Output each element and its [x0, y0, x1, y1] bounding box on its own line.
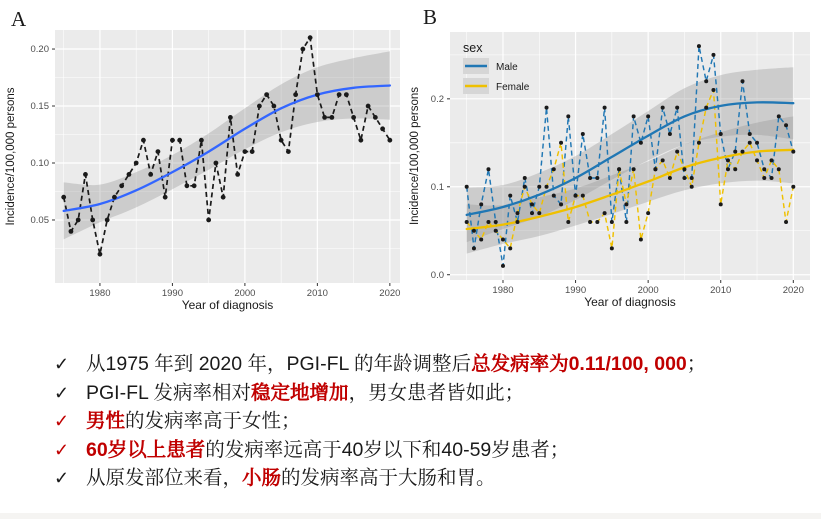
data-point	[494, 229, 498, 233]
data-point	[770, 158, 774, 162]
y-tick-label: 0.0	[430, 269, 444, 281]
data-point	[119, 183, 124, 188]
data-point	[552, 194, 556, 198]
data-point	[264, 92, 269, 97]
data-point	[661, 106, 665, 110]
bullet-text	[86, 379, 794, 408]
data-point	[235, 172, 240, 177]
plain-text: PGI-FL 发病率相对	[86, 381, 252, 404]
plain-text: 的发病率高于女性；	[125, 410, 301, 432]
bullet-item	[54, 379, 794, 408]
panel-a-label: A	[11, 7, 27, 31]
data-point	[537, 185, 541, 189]
data-point	[733, 167, 737, 171]
data-point	[486, 167, 490, 171]
legend-entry-label: Female	[496, 82, 530, 93]
y-axis-title: Incidence/100,000 persons	[5, 87, 17, 226]
x-tick-label: 2000	[637, 285, 659, 296]
data-point	[192, 183, 197, 188]
data-point	[624, 220, 628, 224]
data-point	[472, 246, 476, 250]
plain-text: 从原发部位来看，	[86, 467, 243, 489]
data-point	[479, 238, 483, 242]
data-point	[300, 47, 305, 52]
data-point	[257, 104, 262, 109]
data-point	[552, 167, 556, 171]
data-point	[574, 194, 578, 198]
data-point	[516, 220, 520, 224]
data-point	[566, 220, 570, 224]
plain-text: 的发病率远高于40岁以下和40-59岁患者；	[205, 438, 570, 461]
data-point	[639, 141, 643, 145]
data-point	[366, 104, 371, 109]
x-axis-title: Year of diagnosis	[584, 295, 676, 309]
x-tick-label: 2020	[379, 288, 401, 299]
data-point	[530, 211, 534, 215]
data-point	[83, 172, 88, 177]
x-tick-label: 1980	[492, 285, 514, 296]
data-point	[784, 123, 788, 127]
plain-text: 从1975 年到 2020 年，PGI-FL 的年龄调整后	[86, 353, 472, 375]
data-point	[624, 202, 628, 206]
data-point	[733, 150, 737, 154]
highlighted-text: 男性	[86, 410, 126, 432]
check-icon: ✓	[54, 354, 70, 374]
y-tick-label: 0.2	[430, 94, 444, 106]
y-tick-label: 0.05	[30, 215, 49, 227]
data-point	[770, 176, 774, 180]
data-point	[315, 92, 320, 97]
data-point	[199, 138, 204, 143]
x-tick-label: 2010	[306, 288, 328, 299]
data-point	[486, 220, 490, 224]
data-point	[163, 195, 168, 200]
data-point	[762, 176, 766, 180]
data-point	[726, 158, 730, 162]
data-point	[545, 106, 549, 110]
data-point	[286, 149, 291, 154]
data-point	[494, 220, 498, 224]
data-point	[479, 202, 483, 206]
data-point	[610, 246, 614, 250]
bottom-divider	[0, 513, 821, 519]
x-tick-label: 2000	[234, 288, 256, 299]
data-point	[748, 141, 752, 145]
data-point	[279, 138, 284, 143]
data-point	[170, 138, 175, 143]
data-point	[661, 158, 665, 162]
data-point	[588, 176, 592, 180]
data-point	[762, 167, 766, 171]
check-icon: ✓	[54, 468, 70, 488]
data-point	[242, 149, 247, 154]
check-icon: ✓	[54, 439, 70, 460]
bullet-item	[54, 436, 794, 465]
data-point	[741, 79, 745, 83]
data-point	[293, 92, 298, 97]
data-point	[61, 195, 66, 200]
data-point	[711, 53, 715, 57]
data-point	[726, 167, 730, 171]
data-point	[523, 176, 527, 180]
data-point	[508, 246, 512, 250]
data-point	[185, 183, 190, 188]
data-point	[588, 220, 592, 224]
data-point	[559, 202, 563, 206]
incidence-chart-by-sex	[405, 0, 821, 315]
data-point	[690, 176, 694, 180]
data-point	[741, 150, 745, 154]
data-point	[675, 106, 679, 110]
data-point	[704, 106, 708, 110]
bullet-text	[86, 436, 794, 465]
highlighted-text: 稳定地增加	[251, 381, 349, 404]
data-point	[697, 141, 701, 145]
data-point	[112, 195, 117, 200]
data-point	[508, 194, 512, 198]
data-point	[141, 138, 146, 143]
data-point	[380, 126, 385, 131]
data-point	[617, 167, 621, 171]
data-point	[530, 202, 534, 206]
check-icon: ✓	[54, 382, 70, 403]
data-point	[90, 218, 95, 223]
data-point	[632, 114, 636, 118]
data-point	[214, 161, 219, 166]
data-point	[581, 132, 585, 136]
data-point	[784, 220, 788, 224]
data-point	[358, 138, 363, 143]
data-point	[69, 229, 74, 234]
data-point	[373, 115, 378, 120]
data-point	[675, 150, 679, 154]
data-point	[501, 238, 505, 242]
data-point	[537, 211, 541, 215]
legend-entry-label: Male	[496, 62, 518, 73]
summary-bullet-list	[54, 350, 794, 493]
data-point	[156, 149, 161, 154]
data-point	[337, 92, 342, 97]
data-point	[668, 176, 672, 180]
bullet-item	[54, 464, 794, 493]
legend-title: sex	[463, 41, 483, 55]
data-point	[595, 220, 599, 224]
x-tick-label: 1990	[161, 288, 183, 299]
data-point	[221, 195, 226, 200]
data-point	[472, 229, 476, 233]
data-point	[682, 176, 686, 180]
data-point	[632, 167, 636, 171]
data-point	[501, 264, 505, 268]
data-point	[719, 202, 723, 206]
data-point	[387, 138, 392, 143]
y-tick-label: 0.20	[30, 44, 49, 56]
data-point	[646, 211, 650, 215]
data-point	[523, 185, 527, 189]
panel-b-label: B	[423, 5, 438, 29]
plain-text: 的发病率高于大肠和胃。	[281, 467, 496, 489]
data-point	[791, 150, 795, 154]
data-point	[668, 132, 672, 136]
data-point	[228, 115, 233, 120]
data-point	[148, 172, 153, 177]
data-point	[595, 176, 599, 180]
bullet-text	[86, 407, 794, 436]
y-tick-label: 0.10	[30, 158, 49, 170]
data-point	[76, 218, 81, 223]
data-point	[250, 149, 255, 154]
data-point	[690, 185, 694, 189]
data-point	[206, 218, 211, 223]
data-point	[344, 92, 349, 97]
check-icon: ✓	[54, 411, 70, 431]
highlighted-text: 60岁以上患者	[86, 438, 206, 461]
data-point	[610, 220, 614, 224]
data-point	[653, 167, 657, 171]
data-point	[639, 238, 643, 242]
data-point	[134, 161, 139, 166]
data-point	[545, 185, 549, 189]
x-tick-label: 2020	[782, 285, 804, 296]
data-point	[704, 79, 708, 83]
data-point	[465, 185, 469, 189]
data-point	[791, 185, 795, 189]
bullet-text	[86, 350, 794, 379]
highlighted-text: 总发病率为0.11/100, 000	[471, 353, 687, 375]
data-point	[755, 158, 759, 162]
data-point	[516, 211, 520, 215]
data-point	[711, 88, 715, 92]
data-point	[777, 167, 781, 171]
incidence-chart-overall	[0, 0, 415, 315]
data-point	[351, 115, 356, 120]
y-tick-label: 0.15	[30, 101, 49, 113]
data-point	[127, 172, 132, 177]
data-point	[581, 194, 585, 198]
data-point	[566, 114, 570, 118]
highlighted-text: 小肠	[242, 467, 282, 489]
plain-text: ；	[686, 353, 707, 375]
x-tick-label: 2010	[710, 285, 732, 296]
plain-text: ，男女患者皆如此；	[348, 381, 525, 404]
data-point	[98, 252, 103, 257]
data-point	[748, 132, 752, 136]
data-point	[755, 141, 759, 145]
bullet-text	[86, 464, 794, 493]
data-point	[697, 44, 701, 48]
x-axis-title: Year of diagnosis	[181, 298, 274, 312]
data-point	[646, 114, 650, 118]
bullet-item	[54, 350, 794, 379]
y-axis-title: Incidence/100,000 persons	[409, 86, 421, 226]
data-point	[777, 114, 781, 118]
data-point	[329, 115, 334, 120]
x-tick-label: 1990	[564, 285, 587, 296]
data-point	[308, 35, 313, 40]
data-point	[603, 211, 607, 215]
data-point	[177, 138, 182, 143]
data-point	[105, 218, 110, 223]
data-point	[719, 132, 723, 136]
data-point	[603, 106, 607, 110]
data-point	[271, 104, 276, 109]
data-point	[465, 220, 469, 224]
data-point	[682, 167, 686, 171]
data-point	[322, 115, 327, 120]
data-point	[559, 141, 563, 145]
y-tick-label: 0.1	[430, 181, 444, 193]
x-tick-label: 1980	[89, 288, 111, 299]
bullet-item	[54, 407, 794, 436]
